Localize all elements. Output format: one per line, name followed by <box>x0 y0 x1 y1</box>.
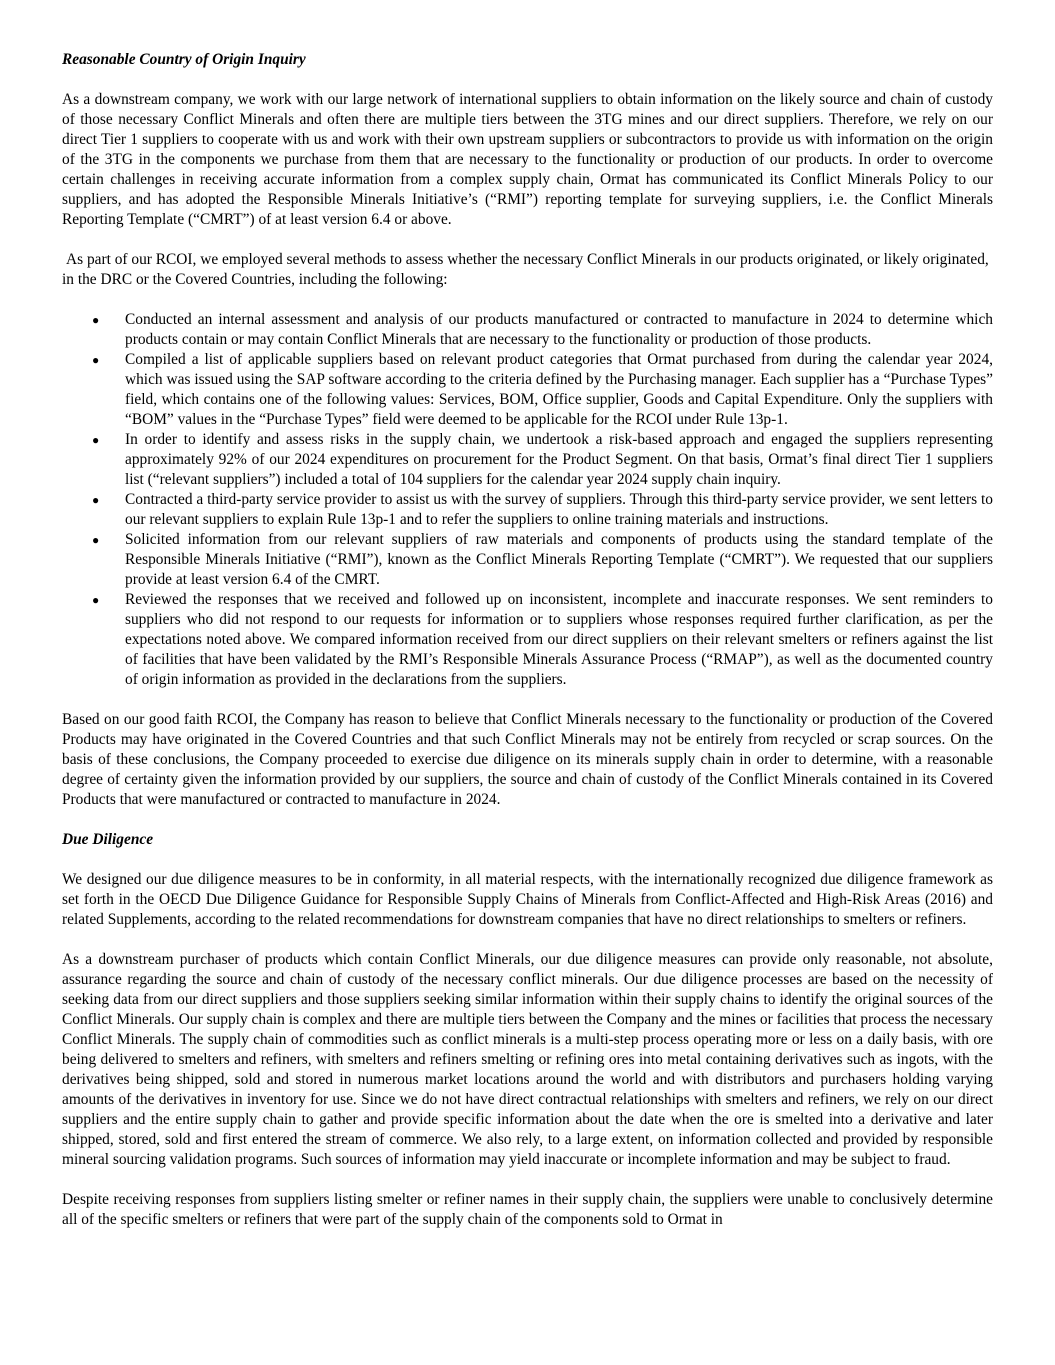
rcoi-heading: Reasonable Country of Origin Inquiry <box>62 51 306 68</box>
due-diligence-heading: Due Diligence <box>62 831 154 848</box>
bullet-icon: ● <box>92 313 100 327</box>
rcoi-paragraph-1: As a downstream company, we work with our large network of international suppliers to obtain information on the likely source and chain of custody of those necessary Conflict Minerals and often there are multiple tiers between the 3TG mines and our direct suppliers. Therefore, we rely on our direct Tier 1 suppliers to cooperate with us and work with their own upstream suppliers or subcontractors to provide us with information on the origin of the 3TG in the components we purchase from them that are necessary to the functionality or production of our products. In order to overcome certain challenges in receiving accurate information from a complex supply chain, Ormat has communicated its Conflict Minerals Policy to our suppliers, and has adopted the Responsible Minerals Initiative’s (“RMI”) reporting template for surveying suppliers, i.e. the Conflict Minerals Reporting Template (“CMRT”) of at least version 6.4 or above. <box>62 91 993 228</box>
document-page <box>62 50 993 1230</box>
bullet-icon: ● <box>92 493 100 507</box>
list-item <box>62 350 993 430</box>
bullet-icon: ● <box>92 433 100 447</box>
due-diligence-paragraph-2: As a downstream purchaser of products which contain Conflict Minerals, our due diligence measures can provide only reasonable, not absolute, assurance regarding the source and chain of custody of the necessary conflict minerals. Our due diligence processes are based on the necessity of seeking data from our direct suppliers and those suppliers seeking similar information within their supply chains to identify the original sources of the Conflict Minerals. Our supply chain is complex and there are multiple tiers between the Company and the mines or facilities that process the necessary Conflict Minerals. The supply chain of commodities such as conflict minerals is a multi-step process operating more or less on a daily basis, with ore being delivered to smelters and refiners, with smelters and refiners smelting or refining ores into metal containing derivatives such as ingots, with the derivatives being shipped, sold and stored in numerous market locations around the world and with distributors and purchasers holding varying amounts of the derivatives in inventory for use. Since we do not have direct contractual relationships with smelters and refiners, we rely on our direct suppliers and the entire supply chain to gather and provide specific information about the date when the ore is smelted into a derivative and later shipped, stored, sold and first entered the stream of commerce. We also rely, to a large extent, on information collected and provided by responsible mineral sourcing validation programs. Such sources of information may yield inaccurate or incomplete information and may be subject to fraud. <box>62 951 993 1168</box>
list-item-text: Reviewed the responses that we received and followed up on inconsistent, incomplete and inaccurate responses. We sent reminders to suppliers who did not respond to our requests for information or to suppliers whose responses required further clarification, as per the expectations noted above. We compared information received from our direct suppliers on their relevant smelters or refiners against the list of facilities that have been validated by the RMI’s Responsible Minerals Assurance Process (“RMAP”), as well as the documented country of origin information as provided in the declarations from the suppliers. <box>125 591 993 688</box>
rcoi-paragraph-2: As part of our RCOI, we employed several methods to assess whether the necessary Conflict Minerals in our products originated, or likely originated, in the DRC or the Covered Countries, including the following: <box>62 251 989 288</box>
list-item <box>62 490 993 530</box>
list-item-text: Conducted an internal assessment and analysis of our products manufactured or contracted to manufacture in 2024 to determine which products contain or may contain Conflict Minerals that are necessary to the functionality or production of those products. <box>125 311 993 348</box>
due-diligence-paragraph-1: We designed our due diligence measures to be in conformity, in all material respects, with the internationally recognized due diligence framework as set forth in the OECD Due Diligence Guidance for Responsible Supply Chains of Minerals from Conflict-Affected and High-Risk Areas (2016) and related Supplements, according to the related recommendations for downstream companies that have no direct relationships to smelters or refiners. <box>62 871 993 928</box>
list-item <box>62 530 993 590</box>
rcoi-paragraph-3: Based on our good faith RCOI, the Company has reason to believe that Conflict Minerals necessary to the functionality or production of the Covered Products may have originated in the Covered Countries and that such Conflict Minerals may not be entirely from recycled or scrap sources. On the basis of these conclusions, the Company proceeded to exercise due diligence on its minerals supply chain in order to determine, with a reasonable degree of certainty given the information provided by our suppliers, the source and chain of custody of the Conflict Minerals contained in its Covered Products that were manufactured or contracted to manufacture in 2024. <box>62 711 993 808</box>
list-item <box>62 590 993 690</box>
list-item-text: Solicited information from our relevant suppliers of raw materials and components of products using the standard template of the Responsible Minerals Initiative (“RMI”), known as the Conflict Minerals Reporting Template (“CMRT”). We requested that our suppliers provide at least version 6.4 of the CMRT. <box>125 531 993 588</box>
bullet-icon: ● <box>92 533 100 547</box>
list-item <box>62 310 993 350</box>
bullet-icon: ● <box>92 593 100 607</box>
list-item-text: Contracted a third-party service provider to assist us with the survey of suppliers. Through this third-party service provider, we sent letters to our relevant suppliers to explain Rule 13p-1 and to refer the suppliers to online training materials and instructions. <box>125 491 993 528</box>
rcoi-method-list <box>62 310 993 690</box>
list-item-text: Compiled a list of applicable suppliers based on relevant product categories that Ormat purchased from during the calendar year 2024, which was issued using the SAP software according to the criteria defined by the Purchasing manager. Each supplier has a “Purchase Types” field, which contains one of the following values: Services, BOM, Office supplier, Goods and Capital Expenditure. Only the suppliers with “BOM” values in the “Purchase Types” field were deemed to be applicable for the RCOI under Rule 13p-1. <box>125 351 993 428</box>
list-item-text: In order to identify and assess risks in the supply chain, we undertook a risk-based approach and engaged the suppliers representing approximately 92% of our 2024 expenditures on procurement for the Product Segment. On that basis, Ormat’s final direct Tier 1 suppliers list (“relevant suppliers”) included a total of 104 suppliers for the calendar year 2024 supply chain inquiry. <box>125 431 993 488</box>
due-diligence-paragraph-3: Despite receiving responses from suppliers listing smelter or refiner names in their supply chain, the suppliers were unable to conclusively determine all of the specific smelters or refiners that were part of the supply chain of the components sold to Ormat in <box>62 1191 993 1228</box>
bullet-icon: ● <box>92 353 100 367</box>
list-item <box>62 430 993 490</box>
